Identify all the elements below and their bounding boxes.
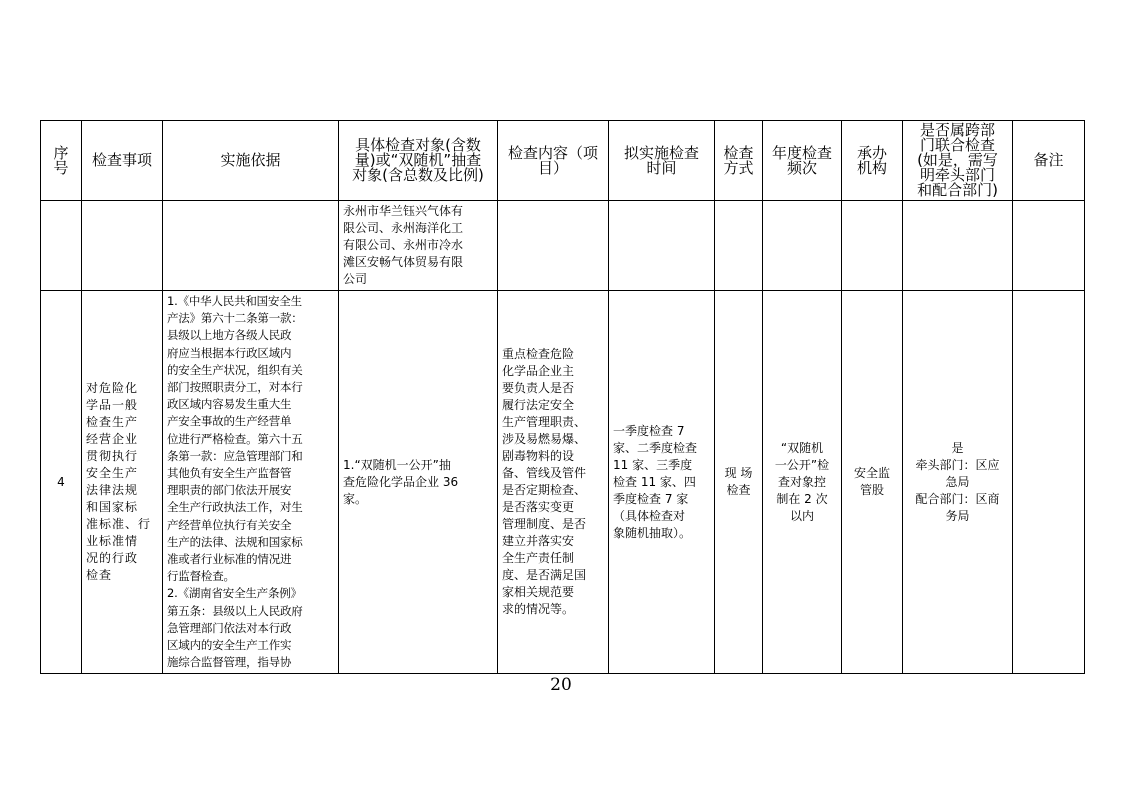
header-joint: 是否属跨部 门联合检查 (如是，需写 明牵头部门 和配合部门) — [903, 121, 1013, 201]
header-remark: 备注 — [1013, 121, 1085, 201]
cell-frequency: “双随机 一公开”检 查对象控 制在 2 次 以内 — [763, 291, 842, 674]
header-no: 序 号 — [41, 121, 82, 201]
cell-empty — [1013, 201, 1085, 291]
cell-no: 4 — [41, 291, 82, 674]
cell-object-continuation: 永州市华兰钰兴气体有 限公司、永州海洋化工 有限公司、永州市冷水 滩区安畅气体贸易有限 公司 — [339, 201, 498, 291]
cell-empty — [163, 201, 339, 291]
cell-empty — [842, 201, 903, 291]
cell-joint: 是 牵头部门：区应 急局 配合部门：区商 务局 — [903, 291, 1013, 674]
cell-empty — [763, 201, 842, 291]
header-frequency: 年度检查 频次 — [763, 121, 842, 201]
cell-empty — [41, 201, 82, 291]
cell-agency: 安全监 管股 — [842, 291, 903, 674]
cell-empty — [715, 201, 763, 291]
page-number: 20 — [550, 675, 572, 695]
header-object: 具体检查对象(含数 量)或“双随机”抽查 对象(含总数及比例) — [339, 121, 498, 201]
cell-time: 一季度检查 7 家、二季度检查 11 家、三季度 检查 11 家、四 季度检查 7 家 （具体检查对 象随机抽取）。 — [609, 291, 715, 674]
cell-method: 现 场 检查 — [715, 291, 763, 674]
cell-basis: 1.《中华人民共和国安全生 产法》第六十二条第一款： 县级以上地方各级人民政 府应当根据本行政区域内 的安全生产状况，组织有关 部门按照职责分工，对本行 政区域内容易发生重大生 产安全事故的生产经营单 位进行严格检查。第六十五 条第一款：应急管理部门和 其他负有安全生产监督管 理职责的部门依法开展安 全生产行政执法工作，对生 产经营单位执行有关安全 生产的法律、法规和国家标 准或者行业标准的情况进 行监督检查。 2.《湖南省安全生产条例》 第五条：县级以上人民政府 急管理部门依法对本行政 区域内的安全生产工作实 施综合监督管理，指导协 — [163, 291, 339, 674]
cell-empty — [82, 201, 163, 291]
header-content: 检查内容（项 目） — [498, 121, 609, 201]
cell-empty — [903, 201, 1013, 291]
cell-item: 对危险化 学品一般 检查生产 经营企业 贯彻执行 安全生产 法律法规 和国家标 准标准、行 业标准情 况的行政 检查 — [82, 291, 163, 674]
table-row — [41, 291, 1085, 674]
cell-empty — [609, 201, 715, 291]
header-agency: 承办 机构 — [842, 121, 903, 201]
cell-content: 重点检查危险 化学品企业主 要负责人是否 履行法定安全 生产管理职责、 涉及易燃易爆、 剧毒物料的设 备、管线及管件 是否定期检查、 是否落实变更 管理制度、是否 建立并落实安 全生产责任制 度、是否满足国 家相关规范要 求的情况等。 — [498, 291, 609, 674]
header-basis: 实施依据 — [163, 121, 339, 201]
header-time: 拟实施检查 时间 — [609, 121, 715, 201]
cell-empty — [498, 201, 609, 291]
cell-object: 1.“双随机一公开”抽 查危险化学品企业 36 家。 — [339, 291, 498, 674]
cell-remark — [1013, 291, 1085, 674]
table-row-continuation — [41, 201, 1085, 291]
header-item: 检查事项 — [82, 121, 163, 201]
table-header-row — [41, 121, 1085, 201]
header-method: 检查 方式 — [715, 121, 763, 201]
inspection-plan-table — [40, 120, 1085, 674]
